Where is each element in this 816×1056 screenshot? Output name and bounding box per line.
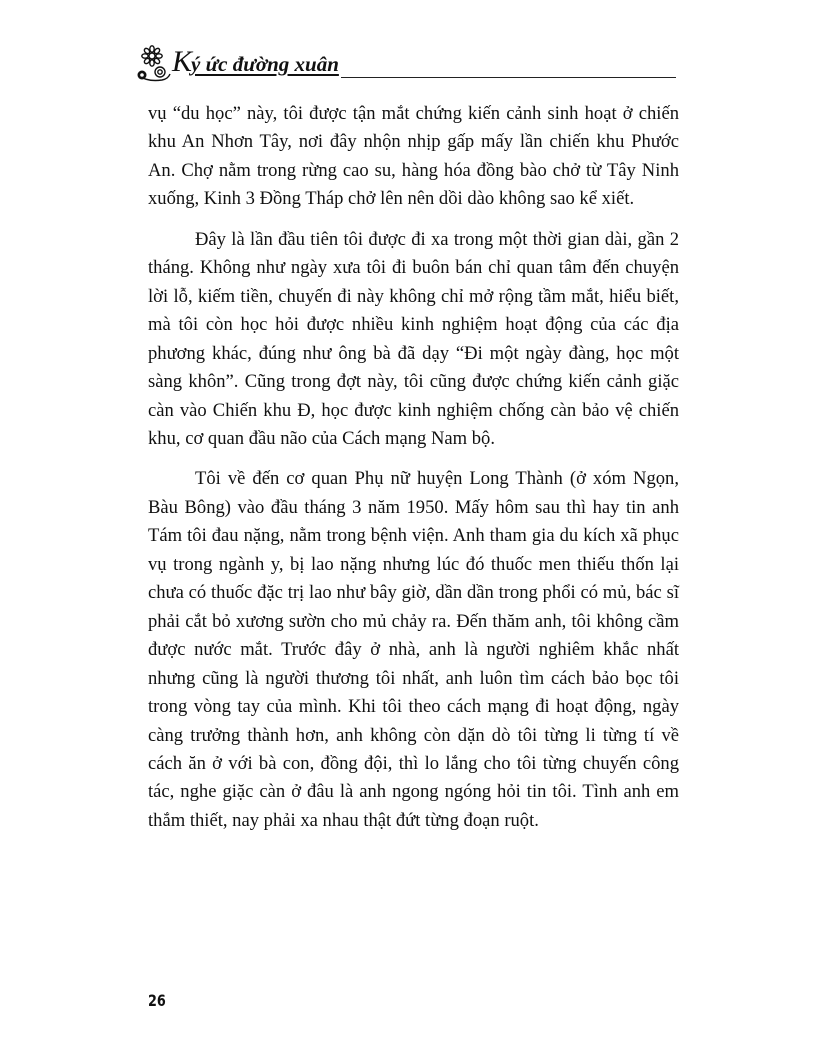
page-number: 26 [148,991,166,1010]
title-initial: K [172,45,192,78]
paragraph: vụ “du học” này, tôi được tận mắt chứng kiến cảnh sinh hoạt ở chiến khu An Nhơn Tây, nơi đây nhộn nhịp gấp mấy lần chiến khu Phước An. Chợ nằm trong rừng cao su, hàng hóa đồng bào chở từ Tây Ninh xuống, Kinh 3 Đồng Tháp chở lên nên dồi dào không sao kể xiết. [148,103,679,210]
body-text [148,100,679,847]
paragraph: Tôi về đến cơ quan Phụ nữ huyện Long Thành (ở xóm Ngọn, Bàu Bông) vào đầu tháng 3 năm 1950. Mấy hôm sau thì hay tin anh Tám tôi đau nặng, nằm trong bệnh viện. Anh tham gia du kích xã phục vụ trong ngành y, bị lao nặng nhưng lúc đó thuốc men thiếu thốn lại chưa có thuốc đặc trị lao như bây giờ, dần dần trong phổi có mủ, bác sĩ phải cắt bỏ xương sườn cho mủ chảy ra. Đến thăm anh, tôi không cầm được nước mắt. Trước đây ở nhà, anh là người nghiêm khắc nhất nhưng cũng là người thương tôi nhất, anh luôn tìm cách bảo bọc tôi trong vòng tay của mình. Khi tôi theo cách mạng đi hoạt động, ngày càng trưởng thành hơn, anh không còn dặn dò tôi từng li từng tí về cách ăn ở với bà con, đồng đội, thì lo lắng cho tôi từng chuyến công tác, nghe giặc càn ở đâu là anh ngong ngóng hỏi tin tôi. Tình anh em thắm thiết, nay phải xa nhau thật đứt từng đoạn ruột. [148,468,679,831]
title-rest: ý ức đường xuân [191,52,339,76]
paragraph: Đây là lần đầu tiên tôi được đi xa trong một thời gian dài, gần 2 tháng. Không như ngày xưa tôi đi buôn bán chỉ quan tâm đến chuyện lời lỗ, kiếm tiền, chuyến đi này không chỉ mở rộng tầm mắt, hiểu biết, mà tôi còn học hỏi được nhiều kinh nghiệm hoạt động của các địa phương khác, đúng như ông bà đã dạy “Đi một ngày đàng, học một sàng khôn”. Cũng trong đợt này, tôi cũng được chứng kiến cảnh giặc càn vào Chiến khu Đ, học được kinh nghiệm chống càn bảo vệ chiến khu, cơ quan đầu não của Cách mạng Nam bộ. [148,228,679,449]
flower-ornament-icon [136,44,174,84]
running-header-title [172,45,339,79]
header-rule [341,77,676,78]
running-header [136,44,676,84]
